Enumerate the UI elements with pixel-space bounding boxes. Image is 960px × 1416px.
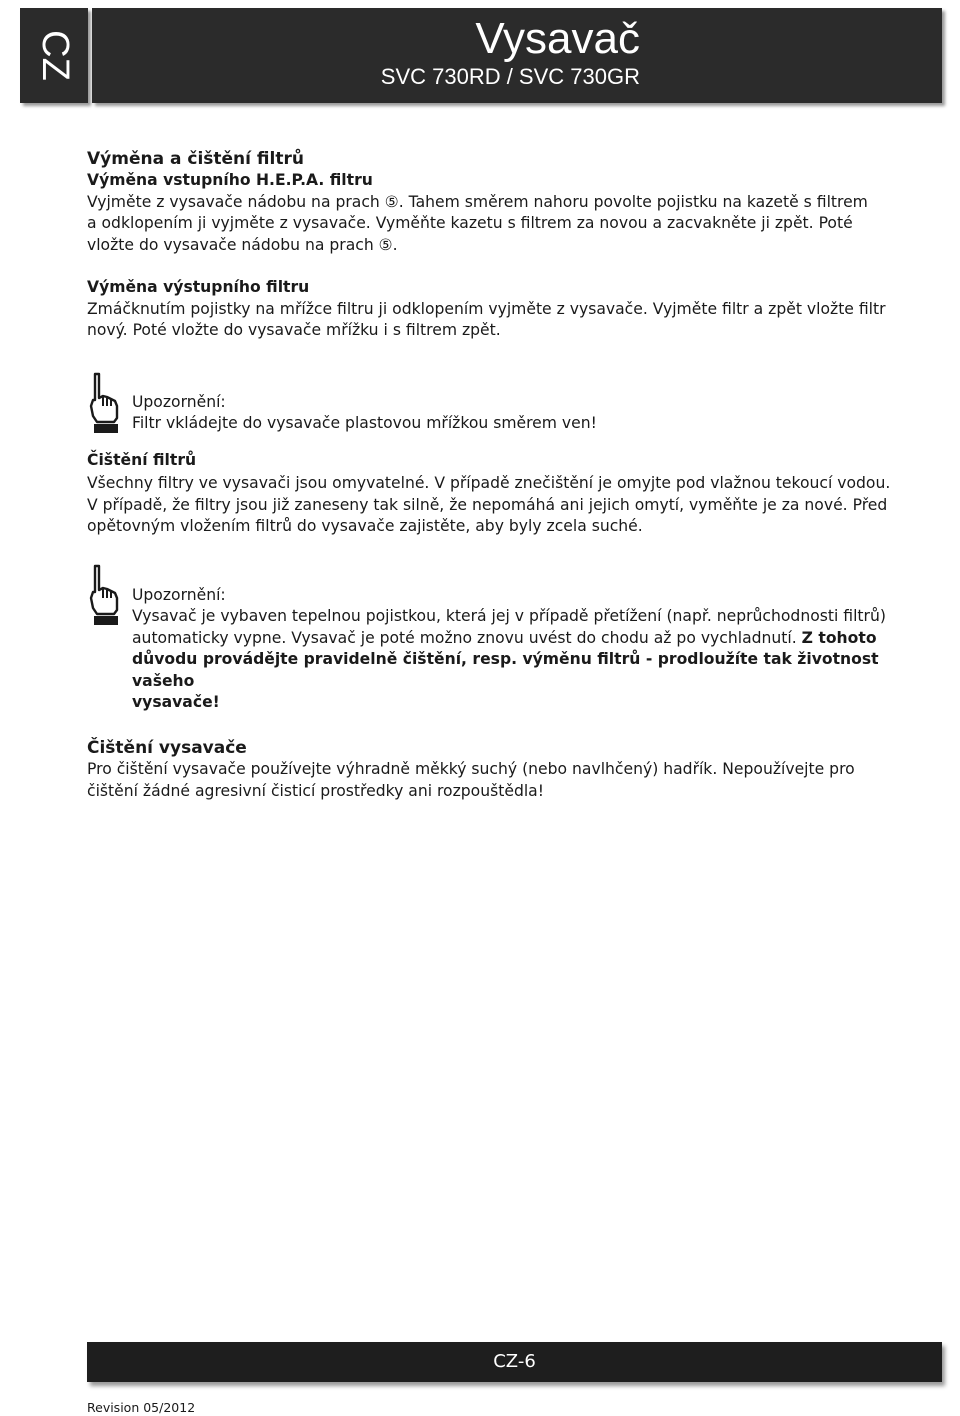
pointing-hand-icon xyxy=(87,564,121,626)
note-label: Upozornění: xyxy=(132,585,226,604)
paragraph-line: a odklopením ji vyjměte z vysavače. Vyměňte kazetu s filtrem za novou a zacvakněte ji zpět. Poté xyxy=(87,214,853,232)
note-label: Upozornění: xyxy=(132,392,226,411)
note-text-bold: Z tohoto xyxy=(801,628,877,647)
paragraph-line: Vyjměte z vysavače nádobu na prach ⑤. Tahem směrem nahoru povolte pojistku na kazetě s filtrem xyxy=(87,192,868,211)
page-title: Vysavač xyxy=(475,14,640,63)
note-text xyxy=(132,628,942,650)
pointing-hand-icon xyxy=(87,372,121,434)
note-text-bold: vysavače! xyxy=(132,693,220,711)
subheading-cleaning-filters: Čištění filtrů xyxy=(87,450,197,469)
note-text: Filtr vkládejte do vysavače plastovou mřížkou směrem ven! xyxy=(132,414,597,432)
paragraph-line: opětovným vložením filtrů do vysavače zajistěte, aby byly zcela suché. xyxy=(87,517,643,535)
model-subtitle: SVC 730RD / SVC 730GR xyxy=(380,64,640,89)
paragraph-line: čištění žádné agresivní čisticí prostředky ani rozpouštědla! xyxy=(87,781,544,800)
main-content xyxy=(87,148,942,802)
revision-label: Revision 05/2012 xyxy=(87,1400,196,1415)
paragraph-line: vložte do vysavače nádobu na prach ⑤. xyxy=(87,235,398,254)
paragraph-line: Zmáčknutím pojistky na mřížce filtru ji odklopením vyjměte z vysavače. Vyjměte filtr a zpět vložte filtr xyxy=(87,299,886,318)
paragraph-line: V případě, že filtry jsou již zaneseny tak silně, že nepomáhá ani jejich omytí, vyměňte je za nové. Před xyxy=(87,495,888,514)
paragraph-line: Všechny filtry ve vysavači jsou omyvatelné. V případě znečištění je omyjte pod vlažnou tekoucí vodou. xyxy=(87,474,891,492)
section-heading-filters: Výměna a čištění filtrů xyxy=(87,149,304,169)
note-text-plain: automaticky vypne. Vysavač je poté možno znovu uvést do chodu až po vychladnutí. xyxy=(132,628,802,647)
note-text: Vysavač je vybaven tepelnou pojistkou, která jej v případě přetížení (např. neprůchodnosti filtrů) xyxy=(132,607,886,625)
warning-note-1 xyxy=(87,372,942,438)
note-text-bold: důvodu provádějte pravidelně čištění, resp. výměnu filtrů - prodloužíte tak životnost vašeho xyxy=(132,650,879,690)
subheading-hepa: Výměna vstupního H.E.P.A. filtru xyxy=(87,171,373,189)
paragraph-line: nový. Poté vložte do vysavače mřížku i s filtrem zpět. xyxy=(87,321,501,339)
paragraph-line: Pro čištění vysavače používejte výhradně měkký suchý (nebo navlhčený) hadřík. Nepoužívejte pro xyxy=(87,760,855,778)
section-heading-cleaning: Čištění vysavače xyxy=(87,737,247,758)
language-label: CZ xyxy=(33,30,76,81)
page-number: CZ-6 xyxy=(493,1351,536,1372)
subheading-output-filter: Výměna výstupního filtru xyxy=(87,278,310,296)
warning-note-2 xyxy=(87,564,942,714)
